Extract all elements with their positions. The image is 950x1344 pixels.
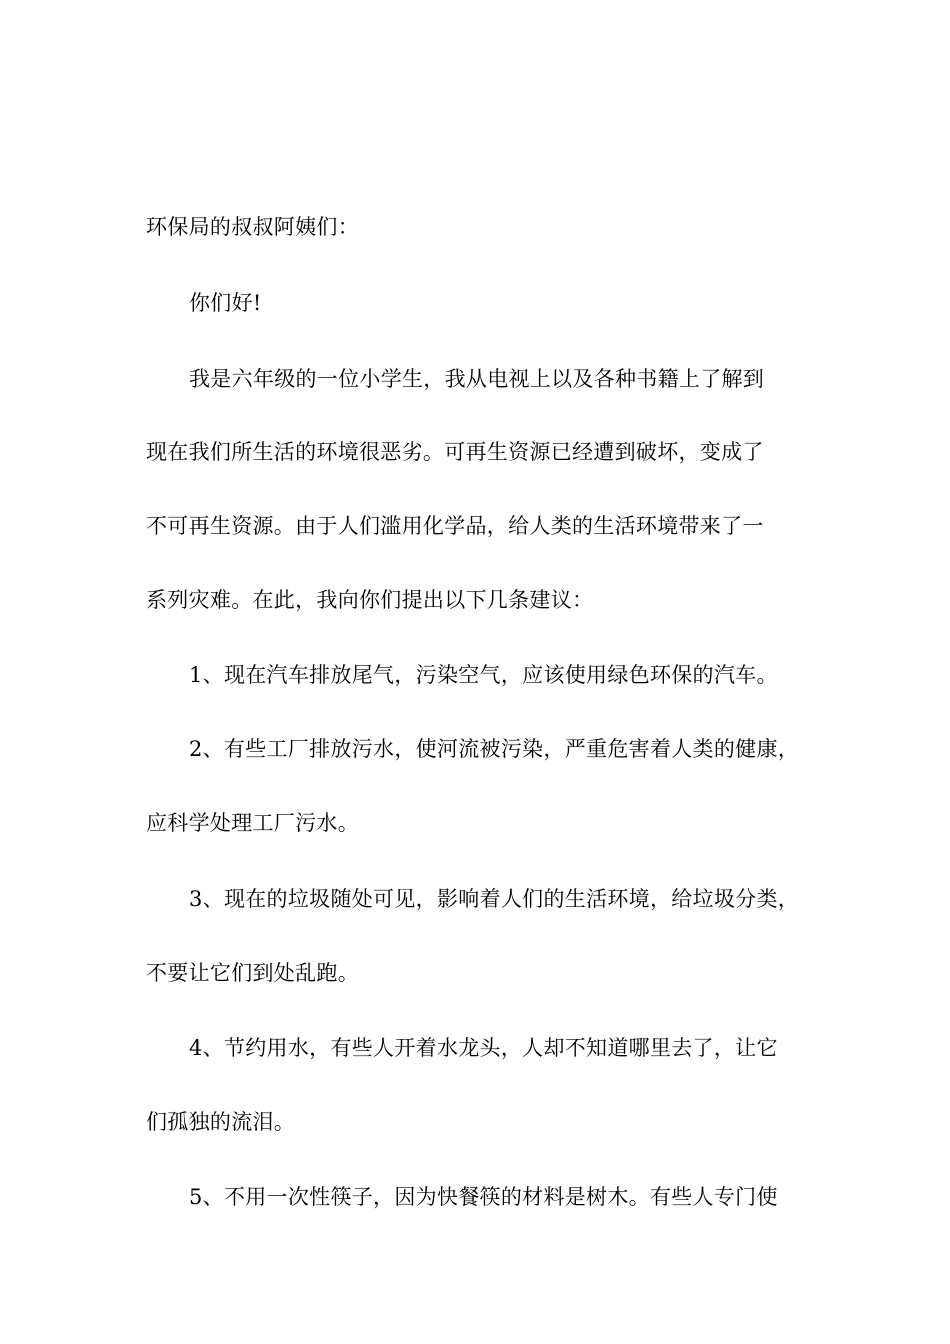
suggestion-4-line-1: 4、节约用水，有些人开着水龙头，人却不知道哪里去了，让它 xyxy=(189,1036,778,1060)
body-line-3: 不可再生资源。由于人们滥用化学品，给人类的生活环境带来了一 xyxy=(146,514,764,538)
suggestion-4-line-2: 们孤独的流泪。 xyxy=(146,1110,296,1134)
body-line-2: 现在我们所生活的环境很恶劣。可再生资源已经遭到破坏，变成了 xyxy=(146,440,764,464)
suggestion-2-line-2: 应科学处理工厂污水。 xyxy=(146,811,359,835)
suggestion-2-line-1: 2、有些工厂排放污水，使河流被污染，严重危害着人类的健康， xyxy=(189,737,800,761)
suggestion-3-line-1: 3、现在的垃圾随处可见，影响着人们的生活环境，给垃圾分类， xyxy=(189,887,800,911)
suggestion-3-line-2: 不要让它们到处乱跑。 xyxy=(146,961,359,985)
salutation: 环保局的叔叔阿姨们： xyxy=(146,215,359,239)
body-line-4: 系列灾难。在此，我向你们提出以下几条建议： xyxy=(146,588,594,612)
suggestion-1: 1、现在汽车排放尾气，污染空气，应该使用绿色环保的汽车。 xyxy=(189,663,778,687)
body-line-1: 我是六年级的一位小学生，我从电视上以及各种书籍上了解到 xyxy=(189,367,765,391)
greeting: 你们好! xyxy=(189,291,262,315)
suggestion-5-line-1: 5、不用一次性筷子，因为快餐筷的材料是树木。有些人专门使 xyxy=(189,1185,778,1209)
